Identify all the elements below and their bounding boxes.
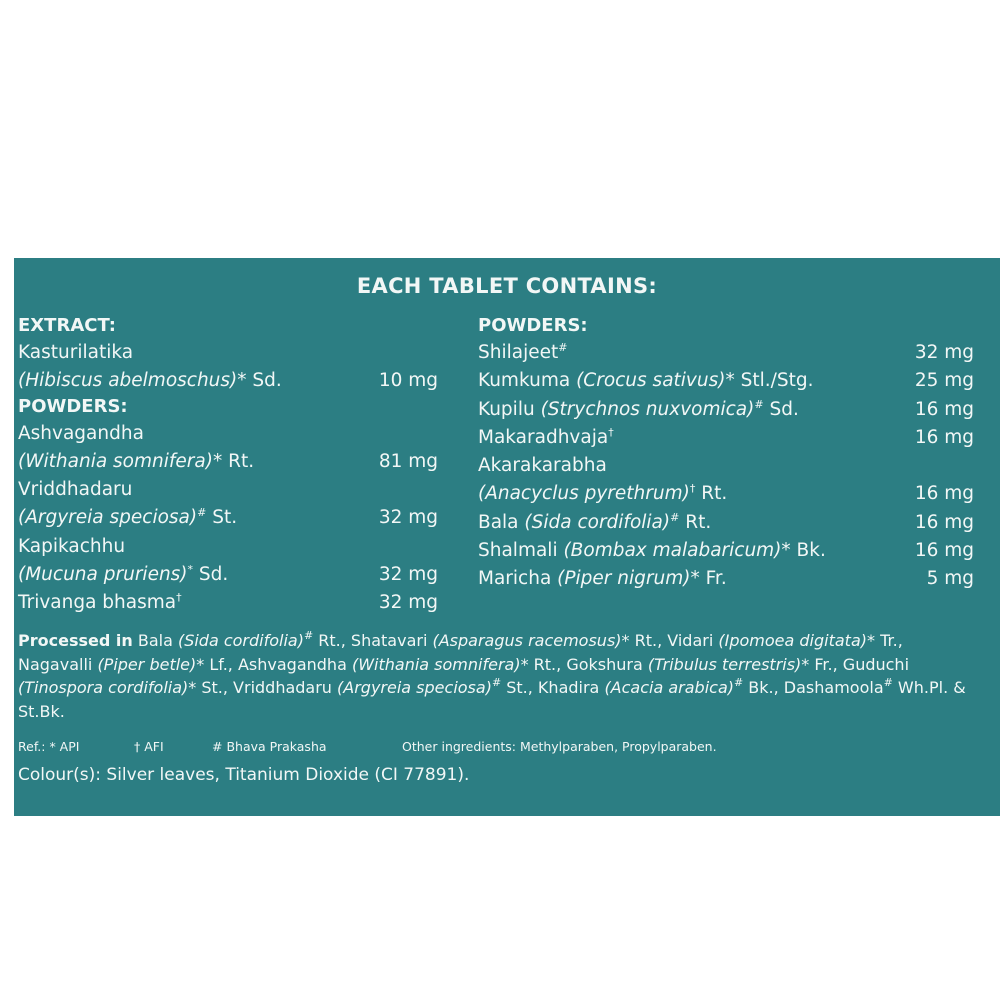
processed-in-paragraph: Processed in Bala (Sida cordifolia)# Rt., Shatavari (Asparagus racemosus)* Rt., Vidari (Ipomoea digitata)* Tr., Nagavalli (Piper betle)* Lf., Ashvagandha (Withania somnifera)* Rt., Gokshura (Tribulus terrestris)* Fr., Guduchi (Tinospora cordifolia)* St., Vriddhadaru (Argyreia speciosa)# St., Khadira (Acacia arabica)# Bk., Dashamoola# Wh.Pl. & St.Bk. — [18, 629, 966, 721]
powders-heading: POWDERS: — [478, 315, 588, 336]
ingredient-amount: 16 mg — [914, 398, 974, 420]
ingredient-row: Bala (Sida cordifolia)# Rt. 16 mg — [478, 509, 974, 537]
ingredient-latin: (Withania somnifera)* Rt. 81 mg — [18, 448, 438, 476]
left-column — [18, 315, 438, 618]
ingredient-latin: (Argyreia speciosa)# St. 32 mg — [18, 504, 438, 532]
references-line — [18, 739, 978, 754]
ingredient-row: Makaradhvaja† 16 mg — [478, 424, 974, 452]
ingredient-row: Trivanga bhasma† 32 mg — [18, 589, 438, 617]
ingredient-name: Ashvagandha — [18, 422, 144, 444]
ingredient-latin: (Hibiscus abelmoschus)* Sd. 10 mg — [18, 367, 438, 395]
panel-title: EACH TABLET CONTAINS: — [356, 274, 658, 298]
ingredient-row: Kumkuma (Crocus sativus)* Stl./Stg. 25 mg — [478, 367, 974, 395]
right-column — [478, 315, 974, 594]
ingredient-amount: 32 mg — [378, 564, 438, 586]
ingredient-amount: 16 mg — [914, 511, 974, 533]
ingredient-latin: (Mucuna pruriens)* Sd. 32 mg — [18, 561, 438, 589]
ingredient-amount: 10 mg — [378, 370, 438, 392]
ingredient-amount: 32 mg — [378, 507, 438, 529]
ingredient-row: Shilajeet# 32 mg — [478, 339, 974, 367]
colour-line: Colour(s): Silver leaves, Titanium Dioxide (CI 77891). — [18, 765, 470, 785]
ref-api: Ref.: * API — [18, 739, 80, 754]
ingredient-row: Shalmali (Bombax malabaricum)* Bk. 16 mg — [478, 537, 974, 565]
ingredient-amount: 5 mg — [926, 568, 974, 590]
ingredient-name: Kasturilatika — [18, 342, 134, 363]
ref-afi: † AFI — [134, 739, 164, 754]
ingredient-amount: 25 mg — [914, 370, 974, 392]
ingredient-latin: (Anacyclus pyrethrum)† Rt. 16 mg — [478, 480, 974, 508]
ingredient-name: Akarakarabha — [478, 455, 607, 477]
ingredient-amount: 81 mg — [378, 450, 438, 472]
ingredient-row: Kupilu (Strychnos nuxvomica)# Sd. 16 mg — [478, 396, 974, 424]
ingredients-panel — [14, 258, 1000, 816]
ingredient-amount: 32 mg — [378, 592, 438, 614]
ingredient-amount: 16 mg — [914, 483, 974, 505]
ingredient-row: Maricha (Piper nigrum)* Fr. 5 mg — [478, 565, 974, 593]
ingredient-name: Vriddhadaru — [18, 479, 133, 501]
ingredient-amount: 16 mg — [914, 426, 974, 448]
other-ingredients: Other ingredients: Methylparaben, Propylparaben. — [402, 739, 717, 754]
ref-bhava-prakasha: # Bhava Prakasha — [212, 739, 327, 754]
extract-heading: EXTRACT: — [18, 315, 116, 336]
powders-heading: POWDERS: — [18, 395, 128, 417]
ingredient-amount: 32 mg — [914, 342, 974, 363]
ingredient-name: Kapikachhu — [18, 535, 126, 557]
ingredient-amount: 16 mg — [914, 540, 974, 562]
